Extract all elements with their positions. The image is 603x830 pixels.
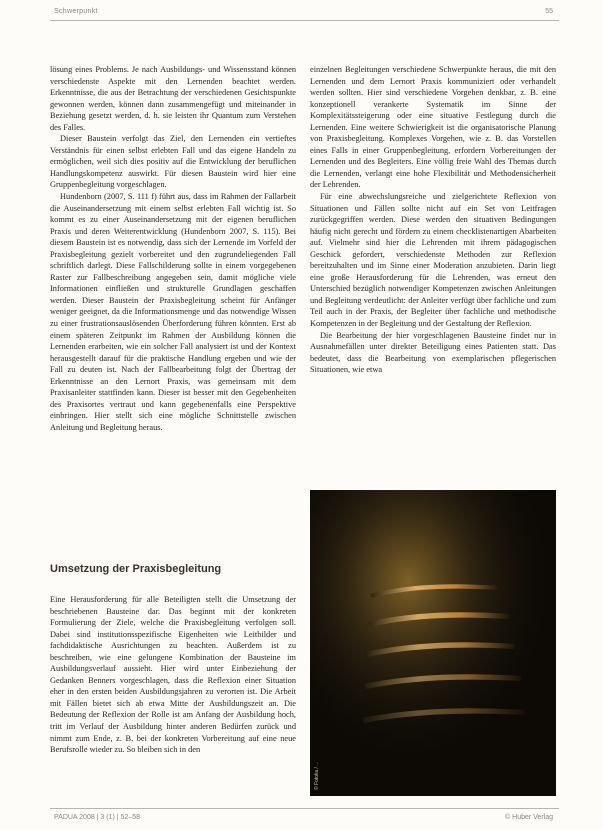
column-left xyxy=(50,64,296,434)
paragraph: Dieser Baustein verfolgt das Ziel, den Lernenden ein vertieftes Verständnis für einen selbst erlebten Fall und das eigene Handeln zu ermöglichen, weil sich dies positiv auf die Entwicklung der beruflichen Handlungskompetenz auswirkt. Für diesen Baustein wird hier eine Gruppenbegleitung vorgeschlagen. xyxy=(50,134,296,190)
paragraph: Eine Herausforderung für alle Beteiligten stellt die Umsetzung der beschriebenen Bausteine dar. Das beginnt mit der konkreten Formulierung der Ziele, welche die Praxisbegleitung verfolgen soll. Dabei sind institutionsspezifische Eigenheiten wie Leitbilder und fachdidaktische Ausrichtungen zu beachten. Außerdem ist zu beschreiben, wie eine gelungene Kombination der Bausteine im Ausbildungsverlauf aussieht. Hier wird unter Einbeziehung der Gedanken Benners vorgeschlagen, dass die Reflexion einer Situation eher in den ersten beiden Ausbildungsjahren zu verorten ist. Die Arbeit mit Fällen bietet sich ab etwa Mitte der Ausbildungszeit an. Die Bedeutung der Reflexion der Rolle ist am Anfang der Ausbildung hoch, tritt im Verlauf der Ausbildung hinter anderen Bedürfen zurück und nimmt zum Ende, z. B. bei der konkreten Vorbereitung auf eine neue Berufsrolle wieder zu. So bleiben sich in den xyxy=(50,595,296,755)
photo-image xyxy=(310,490,556,796)
page-header xyxy=(0,0,603,22)
section-heading: Umsetzung der Praxisbegleitung xyxy=(50,563,222,575)
page-footer xyxy=(0,808,603,830)
footer-publisher: © Huber Verlag xyxy=(505,814,553,821)
column-left-lower xyxy=(50,594,296,756)
footer-rule xyxy=(50,808,559,809)
paragraph: Hundenborn (2007, S. 111 f) führt aus, dass im Rahmen der Fallarbeit die Auseinandersetzung mit einem selbst erlebten Fall wichtig ist. So kommt es zu einer Auseinandersetzung mit der eigenen beruflichen Praxis und deren Weiterentwicklung (Hundenborn 2007, S. 115). Bei diesem Baustein ist es notwendig, dass sich der Lernende im Vorfeld der Praxisbegleitung gezielt vorbereitet und den zugrundeliegenden Fall schriftlich darlegt. Diese Fallschilderung sollte in einem vorgegebenen Raster zur Fallbeschreibung angegeben sein, damit mögliche viele Informationen einfließen und strukturelle Grundlagen geschaffen werden. Dieser Baustein der Praxisbegleitung scheint für Anfänger weniger geeignet, da die Informationsmenge und das notwendige Wissen zu einer frustrationsauslösenden Überforderung führen könnten. Erst ab einem späteren Zeitpunkt im Rahmen der Ausbildung können die Lernenden erarbeiten, wie ein solcher Fall analysiert ist und der Kontext herausgestellt darauf für die praktische Handlung ergeben und wie der Fall zu deuten ist. Nach der Fallbearbeitung folgt der Übertrag der Erkenntnisse an den Lernort Praxis, was gemeinsam mit dem Praxisanleiter stattfinden kann. Dieser ist besser mit den Gegebenheiten des Praxisortes vertraut und kann gegebenenfalls eine Perspektive einbringen. Hier stellt sich eine mögliche Schnittstelle zwischen Anleitung und Begleitung heraus. xyxy=(50,192,296,432)
footer-citation: PADUA 2008 | 3 (1) | 52–58 xyxy=(54,814,141,821)
header-rule xyxy=(50,20,559,21)
paragraph: Die Bearbeitung der hier vorgeschlagenen Bausteine findet nur in Ausnahmefällen unter direkter Beteiligung eines Patienten statt. Das bedeutet, dass die Bearbeitung von exemplarischen pflegerischen Situationen, wie etwa xyxy=(310,330,556,375)
photo-credit: © Fotolia / ... xyxy=(314,761,320,790)
photo-illustration xyxy=(310,490,556,796)
paragraph: Für eine abwechslungsreiche und zielgerichtete Reflexion von Situationen und Fällen sollte nicht auf ein Set von Leitfragen zurückgegriffen werden. Diese werden den situativen Bedingungen häufig nicht gerecht und fördern zu einem checklistenartigen Abarbeiten auf. Vielmehr sind hier die Lehrenden mit ihrem pädagogischen Geschick gefordert, verschiedenste Methoden zur Reflexion bereitzuhalten und im Sinne einer Moderation anzubieten. Darin liegt eine große Herausforderung für die Lehrenden, was erneut den Unterschied bezüglich notwendiger Kompetenzen zwischen Anleitungen und Begleitung verdeutlicht: der Anleiter verfügt über fachliche und zum Teil auch in der Praxis, der Begleiter über fachliche und methodische Kompetenzen in der Begleitung und der Gestaltung der Reflexion. xyxy=(310,192,556,329)
paragraph: einzelnen Begleitungen verschiedene Schwerpunkte heraus, die mit den Lernenden und dem Lernort Praxis kommuniziert oder verhandelt werden sollten. Hier sind verschiedene Vorgehen denkbar, z. B. eine konzeptionell verankerte Systematik im Sinne der Komplexitätssteigerung oder eine situative Festlegung durch die Lernenden. Eine weitere Schwierigkeit ist die organisatorische Planung von Praxisbegleitung. Komplexes Vorgehen, wie z. B. das Vorstellen eines Falls in einer Gruppenbegleitung, erfordern Vorbereitungen der Lernenden und des Begleiters. Eine völlig freie Wahl des Themas durch die Lernenden, verlangt eine hohe Flexibilität und Methodensicherheit der Lehrenden. xyxy=(310,65,556,190)
column-right xyxy=(310,64,556,376)
paragraph: lösung eines Problems. Je nach Ausbildungs- und Wissensstand können verschiedenste Aspekte mit den Lernenden beachtet werden. Erkenntnisse, die aus der Betrachtung der verschiedenen Gesichtspunkte gewonnen werden, können dann zusammengefügt und miteinander in Beziehung gesetzt werden, d. h. sie leisten ihr Quantum zum Verstehen des Falles. xyxy=(50,65,296,132)
header-section: Schwerpunkt xyxy=(54,8,98,15)
page-number: 55 xyxy=(545,8,553,15)
